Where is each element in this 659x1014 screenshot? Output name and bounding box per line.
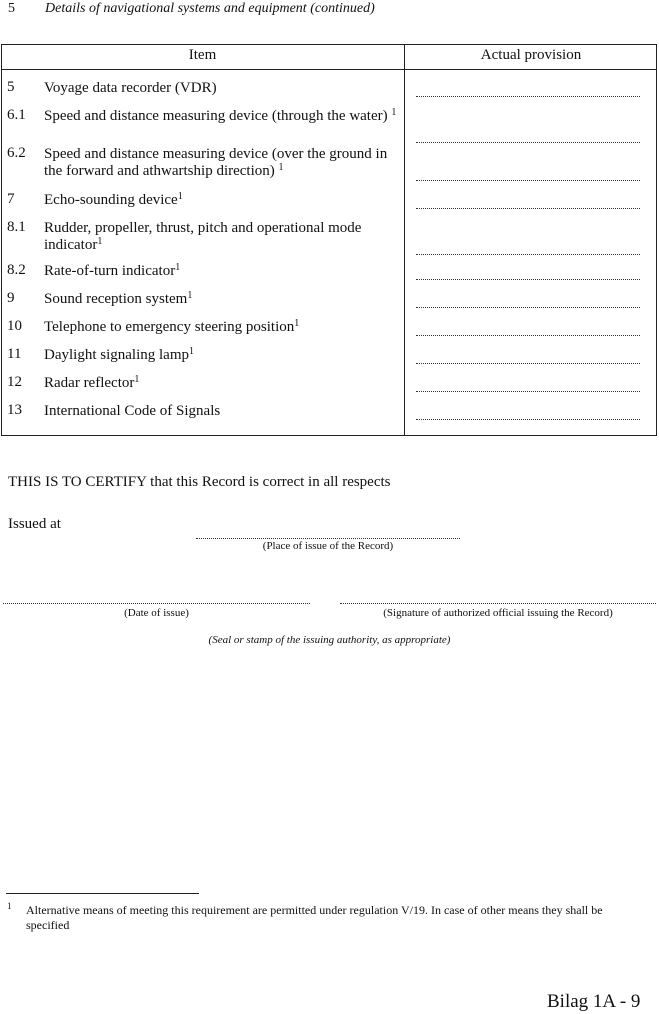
row-number: 12 [7, 374, 22, 390]
row-label-text: Rudder, propeller, thrust, pitch and operational mode indicator [44, 220, 362, 253]
row-label-text: Telephone to emergency steering position [44, 319, 295, 335]
footnote-ref: 1 [134, 374, 140, 385]
row-label-text: Rate-of-turn indicator [44, 263, 176, 279]
provision-field[interactable] [416, 254, 640, 255]
footnote-ref: 1 [175, 262, 181, 273]
provision-field[interactable] [416, 307, 640, 308]
row-label-text: Daylight signaling lamp [44, 347, 189, 363]
row-label [44, 263, 399, 280]
footnote-ref: 1 [278, 162, 284, 173]
row-number: 8.1 [7, 219, 26, 235]
footnote-ref: 1 [97, 236, 103, 247]
row-number: 8.2 [7, 262, 26, 278]
row-number: 9 [7, 290, 15, 306]
page-number: Bilag 1A - 9 [547, 991, 641, 1012]
row-number: 10 [7, 318, 22, 334]
provision-field[interactable] [416, 335, 640, 336]
issued-at-label: Issued at [8, 516, 61, 532]
row-label [44, 108, 399, 125]
row-number: 13 [7, 402, 22, 418]
table-header-rule [1, 69, 657, 70]
row-label [44, 403, 399, 420]
signature-field[interactable] [340, 603, 656, 604]
footnote-text: Alternative means of meeting this requirement are permitted under regulation V/19. In case of other means they shall be specified [26, 903, 603, 932]
section-number: 5 [8, 1, 15, 16]
row-label-text: Voyage data recorder (VDR) [44, 80, 217, 96]
date-of-issue-caption: (Date of issue) [124, 607, 189, 619]
provision-field[interactable] [416, 208, 640, 209]
footnote-ref: 1 [391, 107, 397, 118]
footnote-ref: 1 [177, 191, 183, 202]
row-number: 11 [7, 346, 22, 362]
footnote-ref: 1 [294, 318, 300, 329]
row-label-text: Echo-sounding device [44, 192, 178, 208]
seal-caption: (Seal or stamp of the issuing authority, as appropriate) [208, 634, 451, 646]
footnote-ref: 1 [187, 290, 193, 301]
row-label-text: Sound reception system [44, 291, 188, 307]
row-label [44, 80, 399, 97]
row-number: 6.1 [7, 107, 26, 123]
column-header-item: Item [188, 47, 217, 63]
footnote-mark: 1 [7, 901, 12, 911]
footnote-ref: 1 [188, 346, 194, 357]
footnote-divider [6, 893, 199, 894]
row-label [44, 291, 399, 308]
table-column-divider [404, 44, 405, 435]
provision-field[interactable] [416, 142, 640, 143]
section-title: Details of navigational systems and equipment (continued) [45, 1, 375, 16]
provision-field[interactable] [416, 391, 640, 392]
place-of-issue-caption: (Place of issue of the Record) [262, 540, 394, 552]
row-label [44, 192, 399, 209]
provision-field[interactable] [416, 180, 640, 181]
row-label [44, 375, 399, 392]
signature-caption: (Signature of authorized official issuing the Record) [383, 607, 613, 619]
column-header-actual-provision: Actual provision [480, 47, 582, 63]
row-number: 7 [7, 191, 15, 207]
row-label [44, 319, 399, 336]
row-label-text: Speed and distance measuring device (through the water) [44, 108, 388, 124]
provision-field[interactable] [416, 363, 640, 364]
date-of-issue-field[interactable] [3, 603, 310, 604]
certification-statement: THIS IS TO CERTIFY that this Record is correct in all respects [8, 474, 391, 490]
row-label [44, 220, 399, 254]
row-number: 6.2 [7, 145, 26, 161]
row-label [44, 347, 399, 364]
place-of-issue-field[interactable] [196, 538, 460, 539]
row-label-text: Radar reflector [44, 375, 135, 391]
provision-field[interactable] [416, 419, 640, 420]
provision-field[interactable] [416, 96, 640, 97]
row-label-text: Speed and distance measuring device (over the ground in the forward and athwartship direction) [44, 146, 388, 179]
row-label [44, 146, 399, 180]
row-number: 5 [7, 79, 15, 95]
row-label-text: International Code of Signals [44, 403, 221, 419]
section-heading [8, 1, 375, 17]
provision-field[interactable] [416, 279, 640, 280]
